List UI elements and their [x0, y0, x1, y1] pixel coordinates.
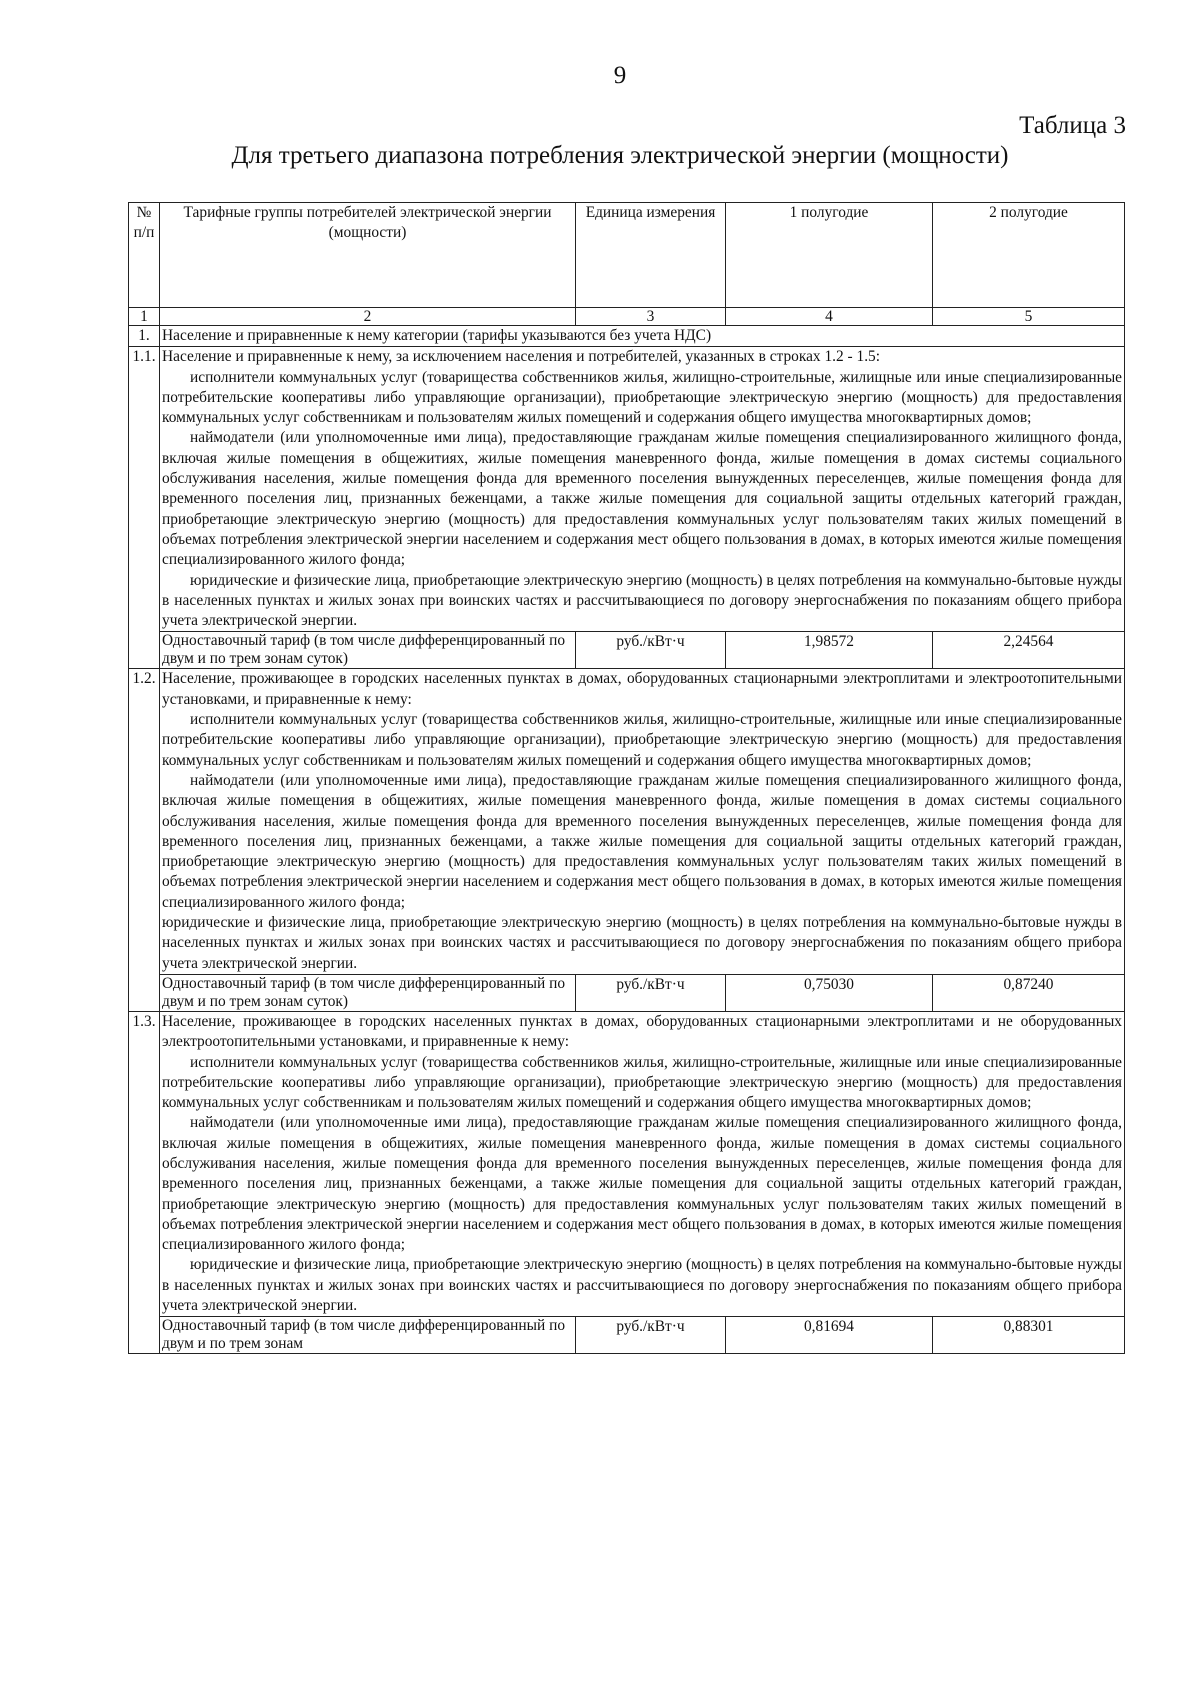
section-row — [129, 347, 1125, 632]
section-paragraph: исполнители коммунальных услуг (товарищества собственников жилья, жилищно-строительные, жилищные или иные специализированные потребительские кооперативы либо управляющие организации), приобретающие электрическую энергию (мощность) для предоставления коммунальных услуг собственникам и пользователям жилых помещений и содержания общего имущества многоквартирных домов; — [162, 1053, 1122, 1112]
tariff-value-half-1: 0,75030 — [726, 974, 933, 1011]
tariff-unit: руб./кВт·ч — [576, 1317, 726, 1354]
section-paragraph: юридические и физические лица, приобретающие электрическую энергию (мощность) в целях потребления на коммунально-бытовые нужды в населенных пунктах и жилых зонах при воинских частях и рассчитывающиеся по договору энергоснабжения по показаниям общего прибора учета электрической энергии. — [162, 914, 1122, 972]
tariff-value-half-2: 2,24564 — [933, 632, 1125, 669]
column-number: 1 — [129, 308, 160, 326]
row-number: 1.1. — [129, 347, 160, 669]
row-number: 1.3. — [129, 1011, 160, 1353]
tariff-unit: руб./кВт·ч — [576, 974, 726, 1011]
column-number: 4 — [726, 308, 933, 326]
column-number: 2 — [160, 308, 576, 326]
section-description — [160, 1011, 1125, 1316]
page-number: 9 — [613, 62, 627, 89]
row-1-text: Население и приравненные к нему категории (тарифы указываются без учета НДС) — [160, 326, 1125, 347]
section-paragraph: наймодатели (или уполномоченные ими лица), предоставляющие гражданам жилые помещения специализированного жилищного фонда, включая жилые помещения в общежитиях, жилые помещения маневренного фонда, жилые помещения в домах системы социального обслуживания населения, жилые помещения фонда для временного поселения вынужденных переселенцев, жилые помещения фонда для временного поселения лиц, признанных беженцами, а также жилые помещения для социальной защиты отдельных категорий граждан, приобретающие электрическую энергию (мощность) для предоставления коммунальных услуг пользователям таких жилых помещений в объемах потребления электрической энергии населением и содержания мест общего пользования в домах, в которых имеются жилые помещения специализированного жилого фонда; — [162, 1114, 1122, 1254]
tariff-unit: руб./кВт·ч — [576, 632, 726, 669]
tariff-value-half-2: 0,88301 — [933, 1317, 1125, 1354]
header-half-1: 1 полугодие — [726, 203, 933, 308]
section-paragraph: исполнители коммунальных услуг (товарищества собственников жилья, жилищно-строительные, жилищные или иные специализированные потребительские кооперативы либо управляющие организации), приобретающие электрическую энергию (мощность) для предоставления коммунальных услуг собственникам и пользователям жилых помещений и содержания общего имущества многоквартирных домов; — [162, 368, 1122, 427]
header-half-2: 2 полугодие — [933, 203, 1125, 308]
section-row — [129, 669, 1125, 974]
section-paragraph: наймодатели (или уполномоченные ими лица), предоставляющие гражданам жилые помещения специализированного жилищного фонда, включая жилые помещения в общежитиях, жилые помещения маневренного фонда, жилые помещения в домах системы социального обслуживания населения, жилые помещения фонда для временного поселения вынужденных переселенцев, жилые помещения фонда для временного поселения лиц, признанных беженцами, а также жилые помещения для социальной защиты отдельных категорий граждан, приобретающие электрическую энергию (мощность) для предоставления коммунальных услуг пользователям таких жилых помещений в объемах потребления электрической энергии населением и содержания мест общего пользования в домах, в которых имеются жилые помещения специализированного жилого фонда; — [162, 771, 1122, 911]
section-description — [160, 669, 1125, 974]
tariff-table — [128, 202, 1125, 1354]
section-description — [160, 347, 1125, 632]
section-paragraph: юридические и физические лица, приобретающие электрическую энергию (мощность) в целях потребления на коммунально-бытовые нужды в населенных пунктах и жилых зонах при воинских частях и рассчитывающиеся по договору энергоснабжения по показаниям общего прибора учета электрической энергии. — [162, 571, 1122, 630]
section-intro: Население, проживающее в городских населенных пунктах в домах, оборудованных стационарными электроплитами и не оборудованных электроотопительными установками, и приравненные к нему: — [162, 1012, 1122, 1051]
row-1 — [129, 326, 1125, 347]
section-intro: Население и приравненные к нему, за исключением населения и потребителей, указанных в строках 1.2 - 1.5: — [162, 348, 881, 366]
tariff-name: Одноставочный тариф (в том числе дифференцированный по двум и по трем зонам — [160, 1317, 576, 1354]
header-num: № п/п — [129, 203, 160, 308]
header-unit: Единица измерения — [576, 203, 726, 308]
row-number: 1.2. — [129, 669, 160, 1011]
header-group: Тарифные группы потребителей электрической энергии (мощности) — [160, 203, 576, 308]
section-row — [129, 1011, 1125, 1316]
row-number: 1. — [129, 326, 160, 347]
section-intro: Население, проживающее в городских населенных пунктах в домах, оборудованных стационарными электроплитами и электроотопительными установками, и приравненные к нему: — [162, 670, 1122, 708]
table-title: Для третьего диапазона потребления электрической энергии (мощности) — [231, 142, 1009, 169]
tariff-value-half-2: 0,87240 — [933, 974, 1125, 1011]
tariff-name: Одноставочный тариф (в том числе дифференцированный по двум и по трем зонам суток) — [160, 974, 576, 1011]
table-label: Таблица 3 — [1019, 112, 1126, 139]
column-number: 3 — [576, 308, 726, 326]
tariff-name: Одноставочный тариф (в том числе дифференцированный по двум и по трем зонам суток) — [160, 632, 576, 669]
tariff-value-half-1: 0,81694 — [726, 1317, 933, 1354]
column-numbers-row — [129, 308, 1125, 326]
tariff-value-half-1: 1,98572 — [726, 632, 933, 669]
section-paragraph: исполнители коммунальных услуг (товарищества собственников жилья, жилищно-строительные, жилищные или иные специализированные потребительские кооперативы либо управляющие организации), приобретающие электрическую энергию (мощность) для предоставления коммунальных услуг собственникам и пользователям жилых помещений и содержания общего имущества многоквартирных домов; — [162, 711, 1122, 769]
tariff-row — [129, 1317, 1125, 1354]
section-paragraph: юридические и физические лица, приобретающие электрическую энергию (мощность) в целях потребления на коммунально-бытовые нужды в населенных пунктах и жилых зонах при воинских частях и рассчитывающиеся по договору энергоснабжения по показаниям общего прибора учета электрической энергии. — [162, 1256, 1122, 1315]
column-number: 5 — [933, 308, 1125, 326]
tariff-row — [129, 632, 1125, 669]
header-row — [129, 203, 1125, 308]
section-paragraph: наймодатели (или уполномоченные ими лица), предоставляющие гражданам жилые помещения специализированного жилищного фонда, включая жилые помещения в общежитиях, жилые помещения маневренного фонда, жилые помещения в домах системы социального обслуживания населения, жилые помещения фонда для временного поселения вынужденных переселенцев, жилые помещения фонда для временного поселения лиц, признанных беженцами, а также жилые помещения для социальной защиты отдельных категорий граждан, приобретающие электрическую энергию (мощность) для предоставления коммунальных услуг пользователям таких жилых помещений в объемах потребления электрической энергии населением и содержания мест общего пользования в домах, в которых имеются жилые помещения специализированного жилого фонда; — [162, 429, 1122, 569]
tariff-row — [129, 974, 1125, 1011]
